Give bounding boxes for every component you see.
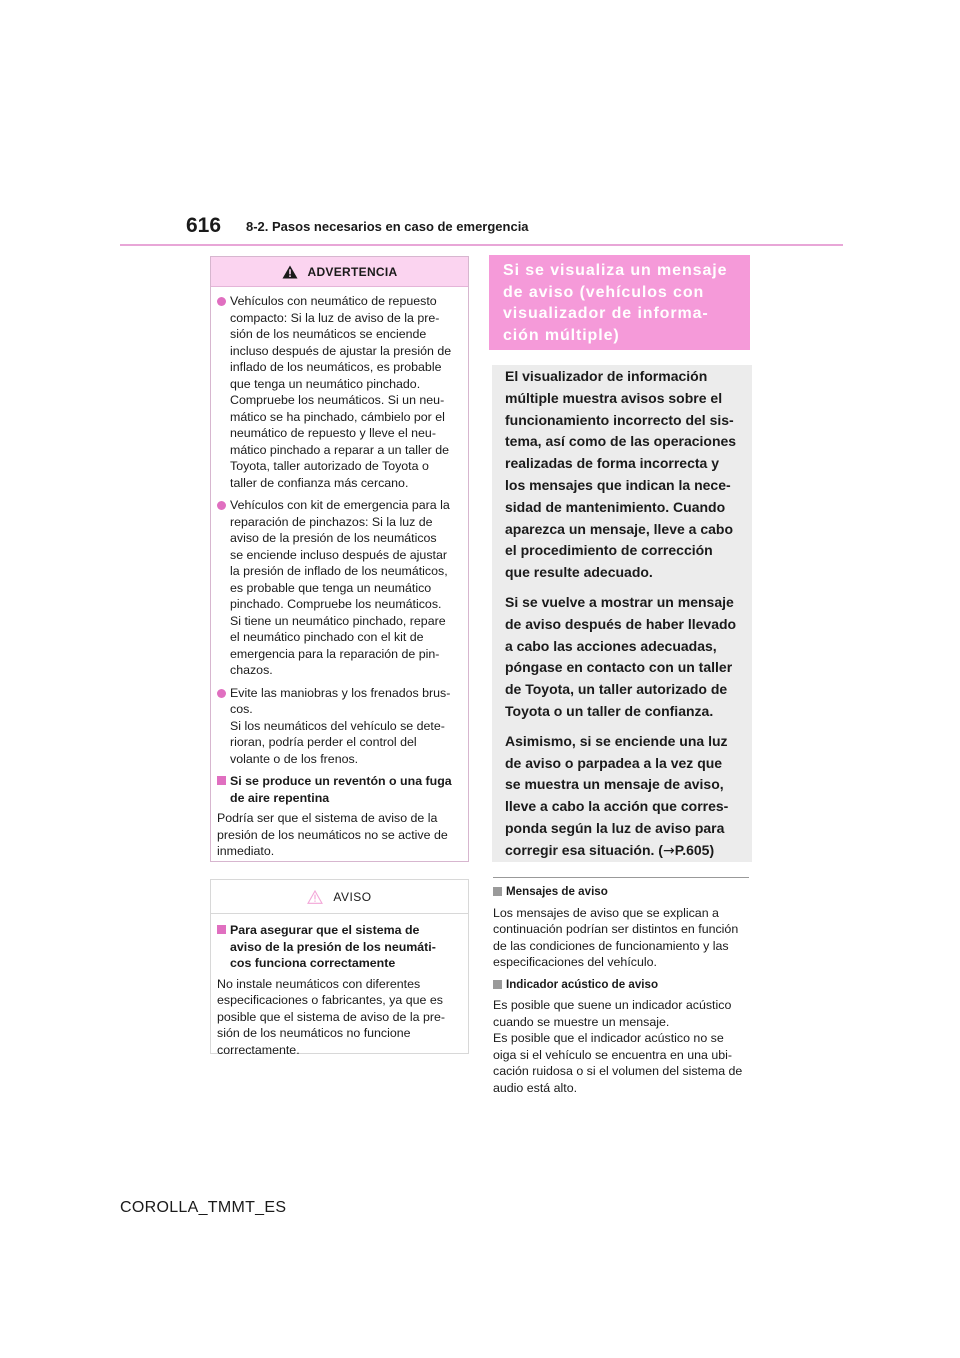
- bullet-dot-icon: [217, 689, 226, 698]
- text-line: Podría ser que el sistema de aviso de la: [217, 811, 438, 825]
- square-bullet-icon: [217, 925, 226, 934]
- info-paragraph: [505, 592, 740, 723]
- notice-subheading: [217, 922, 461, 972]
- text-line: Si tiene un neumático pinchado, repare: [230, 613, 446, 628]
- text-line: incluso después de ajustar la presión de: [230, 343, 452, 358]
- text-line: especificaciones o fabricantes, ya que es: [217, 993, 443, 1007]
- right-column-rule: [493, 877, 749, 878]
- text-line: cación ruidosa o si el volumen del sistema de: [493, 1064, 743, 1078]
- right-column-text: [493, 882, 751, 1102]
- text-line: ponda según la luz de aviso para: [505, 819, 725, 836]
- text-line: Toyota o un taller de confianza.: [505, 702, 714, 719]
- info-paragraph: [505, 366, 740, 584]
- text-line: de aire repentina: [230, 790, 330, 805]
- text-line: de Toyota, un taller autorizado de: [505, 681, 728, 698]
- caution-triangle-icon: [307, 890, 323, 904]
- text-line: especificaciones del vehículo.: [493, 955, 657, 969]
- text-line: de aviso después de haber llevado: [505, 615, 737, 632]
- footer-doc-id: COROLLA_TMMT_ES: [120, 1199, 287, 1216]
- text-line: es probable que tenga un neumático: [230, 580, 432, 595]
- text-line: Mensajes de aviso: [506, 885, 608, 898]
- text-line: que tenga un neumático pinchado.: [230, 376, 421, 391]
- text-line: cuando se muestre un mensaje.: [493, 1014, 670, 1029]
- text-line: inmediato.: [217, 844, 275, 858]
- text-line: inflado de los neumáticos, es probable: [230, 360, 442, 374]
- banner-line: de aviso (vehículos con: [503, 283, 705, 301]
- text-line: corregir esa situación. (: [505, 841, 663, 858]
- text-line: de las condiciones de funcionamiento y las: [493, 938, 729, 953]
- text-line: realizadas de forma incorrecta y: [505, 455, 719, 472]
- text-line: neumático de repuesto y lleve el neu-: [230, 426, 436, 440]
- square-bullet-icon: [493, 887, 502, 896]
- section-title: 8-2. Pasos necesarios en caso de emergencia: [246, 219, 529, 234]
- text-line: sión de los neumáticos no funcione: [217, 1026, 411, 1040]
- text-line: Los mensajes de aviso que se explican a: [493, 905, 719, 920]
- text-line: No instale neumáticos con diferentes: [217, 976, 421, 991]
- text-line: Si se produce un reventón o una fuga: [230, 774, 452, 788]
- text-line: sidad de mantenimiento. Cuando: [505, 498, 726, 515]
- text-line: de aviso o parpadea a la vez que: [505, 754, 723, 771]
- page-number: 616: [186, 214, 222, 237]
- text-line: compacto: Si la luz de aviso de la pre-: [230, 310, 440, 325]
- square-bullet-icon: [217, 776, 226, 785]
- text-line: audio está alto.: [493, 1080, 578, 1095]
- text-line: cos funciona correctamente: [230, 956, 396, 970]
- text-line: taller de confianza más cercano.: [230, 475, 409, 490]
- warning-bullet: [217, 497, 461, 679]
- text-line: múltiple muestra avisos sobre el: [505, 389, 723, 406]
- info-paragraph: [505, 731, 740, 863]
- bullet-dot-icon: [217, 501, 226, 510]
- text-line: reparación de pinchazos: Si la luz de: [230, 514, 433, 529]
- text-line: continuación podrían ser distintos en función: [493, 922, 739, 936]
- text-line: sión de los neumáticos se enciende: [230, 327, 427, 341]
- notice-box: [210, 879, 469, 1057]
- text-line: rioran, podría perder el control del: [230, 735, 417, 749]
- text-line: Vehículos con neumático de repuesto: [230, 294, 437, 308]
- notice-paragraph: [217, 976, 461, 1059]
- text-line: Es posible que el indicador acústico no se: [493, 1031, 724, 1045]
- text-line: se muestra un mensaje de aviso,: [505, 776, 724, 793]
- text-line: aviso de la presión de los neumáti-: [230, 939, 436, 954]
- square-bullet-icon: [493, 980, 502, 989]
- text-line: el neumático pinchado con el kit de: [230, 630, 424, 644]
- notice-title: AVISO: [333, 889, 372, 904]
- text-line: posible que el sistema de aviso de la pre-: [217, 1009, 445, 1024]
- text-line: la presión de inflado de los neumáticos,: [230, 564, 448, 578]
- text-line: Indicador acústico de aviso: [506, 977, 659, 991]
- text-line: que resulte adecuado.: [505, 564, 653, 581]
- text-line: El visualizador de información: [505, 368, 708, 384]
- right-subheading: [493, 884, 751, 901]
- right-paragraph: [493, 905, 751, 971]
- text-line: Si los neumáticos del vehículo se dete-: [230, 718, 445, 733]
- text-line: el procedimiento de corrección: [505, 542, 713, 559]
- text-line: aparezca un mensaje, lleve a cabo: [505, 520, 734, 537]
- warning-header: [211, 257, 468, 287]
- text-line: funcionamiento incorrecto del sis-: [505, 411, 734, 428]
- text-line: presión de los neumáticos no se active de: [217, 827, 448, 842]
- notice-header: [211, 880, 468, 914]
- text-line: Vehículos con kit de emergencia para la: [230, 498, 450, 512]
- warning-paragraph: [217, 810, 461, 860]
- banner-line: visualizador de informa-: [503, 305, 709, 322]
- header-rule: [120, 244, 843, 246]
- text-line: Evite las maniobras y los frenados brus-: [230, 685, 451, 700]
- section-banner: [489, 255, 750, 350]
- text-line: oiga si el vehículo se encuentra en una ubi-: [493, 1047, 733, 1062]
- warning-title: ADVERTENCIA: [307, 264, 398, 279]
- text-line: a cabo las acciones adecuadas,: [505, 637, 717, 654]
- right-subheading: [493, 977, 751, 994]
- page-reference-link[interactable]: P.605): [674, 841, 715, 858]
- right-paragraph: [493, 997, 751, 1096]
- banner-line: ción múltiple): [503, 326, 620, 344]
- warning-box: [210, 256, 469, 862]
- text-line: Es posible que suene un indicador acústico: [493, 998, 732, 1012]
- banner-line: Si se visualiza un mensaje: [503, 262, 728, 279]
- text-line: pinchado. Compruebe los neumáticos.: [230, 597, 442, 611]
- text-line: Si se vuelve a mostrar un mensaje: [505, 593, 734, 610]
- text-line: póngase en contacto con un taller: [505, 659, 733, 676]
- text-line: Compruebe los neumáticos. Si un neu-: [230, 393, 445, 407]
- warning-bullet: [217, 293, 461, 491]
- text-line: correctamente.: [217, 1042, 300, 1057]
- text-line: Para asegurar que el sistema de: [230, 923, 420, 937]
- text-line: volante o de los frenos.: [230, 751, 359, 766]
- text-line: tema, así como de las operaciones: [505, 433, 737, 450]
- text-line: mático se ha pinchado, cámbielo por el: [230, 409, 445, 424]
- text-line: chazos.: [230, 663, 273, 677]
- text-line: se enciende incluso después de ajustar: [230, 547, 447, 562]
- info-box: [492, 365, 752, 862]
- arrow-right-icon: →: [662, 842, 675, 859]
- text-line: emergencia para la reparación de pin-: [230, 646, 440, 661]
- warning-bullet: [217, 685, 461, 768]
- text-line: Toyota, taller autorizado de Toyota o: [230, 459, 429, 473]
- text-line: aviso de la presión de los neumáticos: [230, 531, 437, 545]
- text-line: mático pinchado a reparar a un taller de: [230, 442, 450, 457]
- text-line: lleve a cabo la acción que corres-: [505, 798, 729, 815]
- bullet-dot-icon: [217, 297, 226, 306]
- warning-triangle-icon: [282, 265, 298, 279]
- text-line: los mensajes que indican la nece-: [505, 476, 731, 493]
- text-line: Asimismo, si se enciende una luz: [505, 732, 728, 749]
- text-line: cos.: [230, 702, 253, 716]
- warning-subheading: [217, 773, 461, 806]
